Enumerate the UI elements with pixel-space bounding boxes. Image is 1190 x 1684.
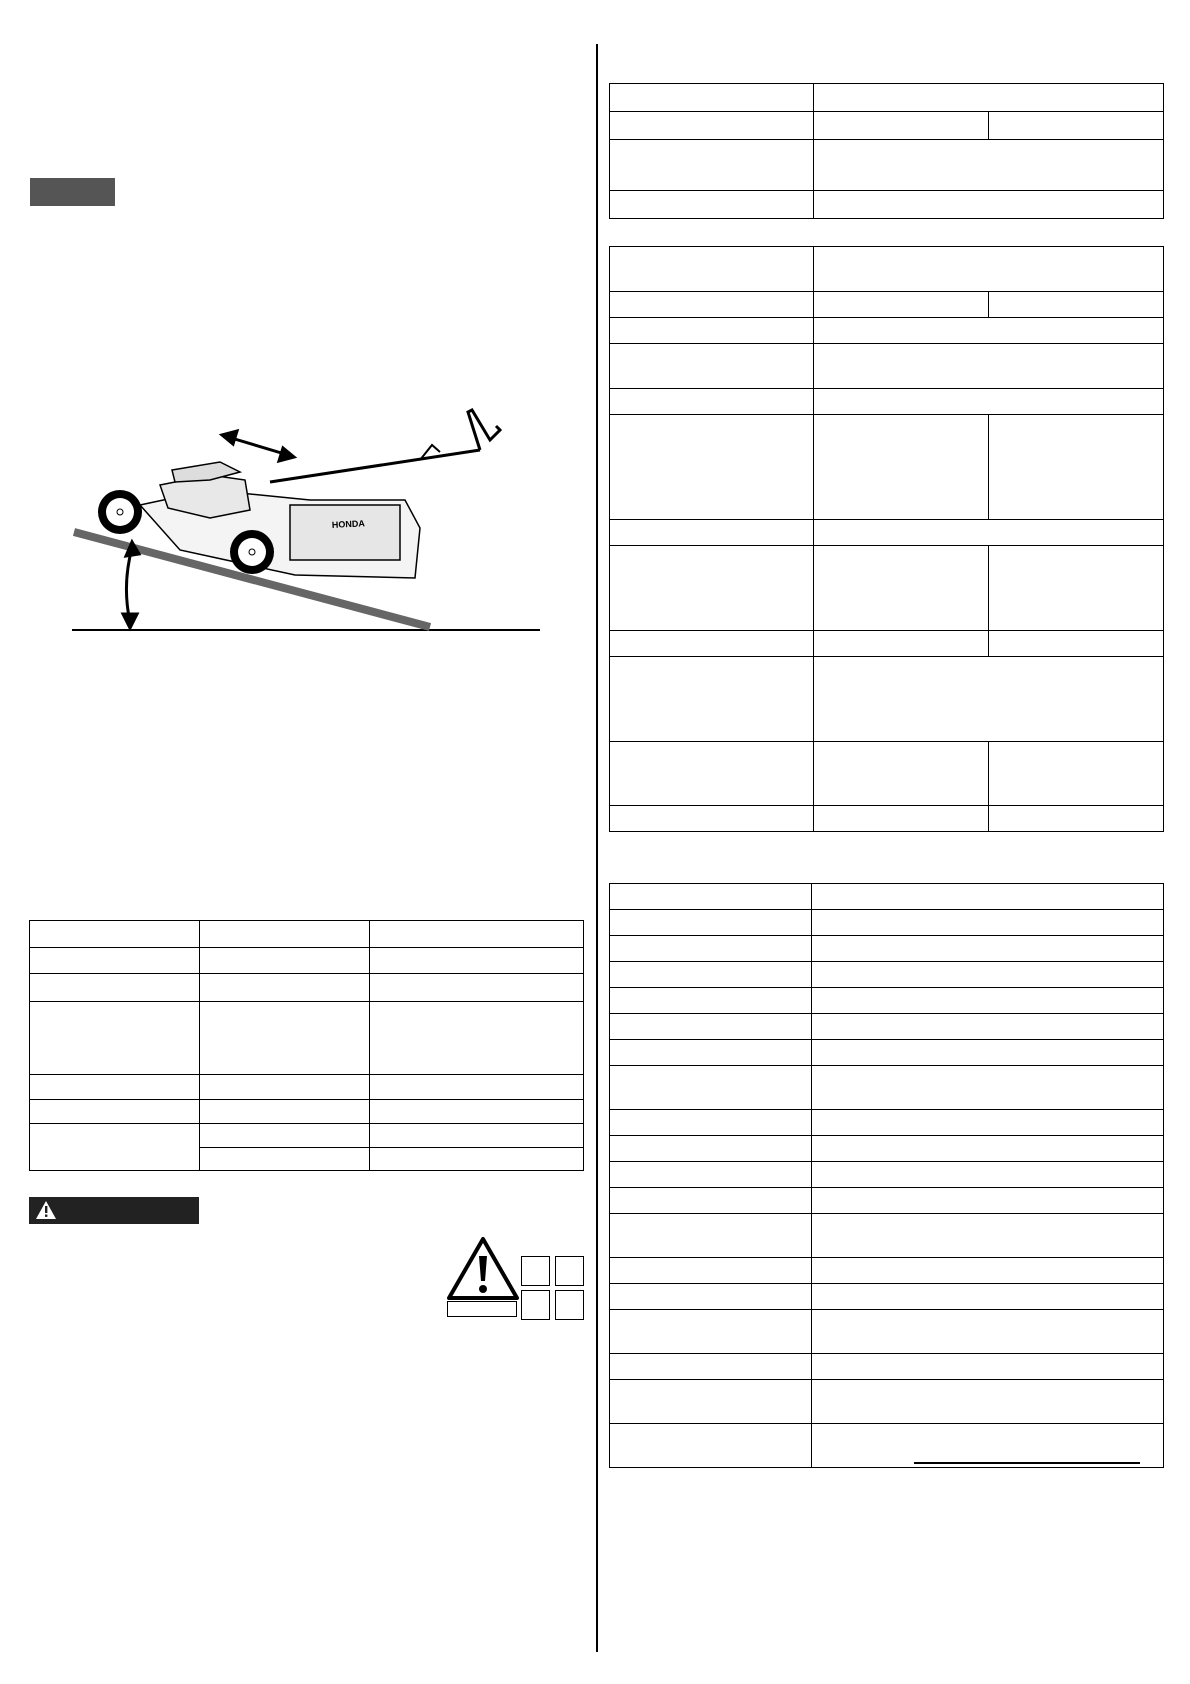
table-row <box>610 1066 1164 1110</box>
pictogram-box <box>521 1290 550 1320</box>
table-cell <box>30 921 200 948</box>
table-cell <box>814 84 1164 112</box>
rear-wheel <box>230 530 274 574</box>
table-cell <box>610 1310 812 1354</box>
table-cell <box>610 546 814 631</box>
table-cell <box>610 631 814 657</box>
table-cell <box>814 742 989 806</box>
table-row <box>610 1188 1164 1214</box>
table-cell <box>200 948 370 974</box>
table-cell <box>812 1354 1164 1380</box>
pictogram-box <box>521 1256 550 1286</box>
table-cell <box>610 191 814 219</box>
table-cell <box>814 806 989 832</box>
table-cell <box>989 806 1164 832</box>
table-cell <box>610 292 814 318</box>
table-row <box>30 1075 584 1100</box>
table-row <box>610 112 1164 140</box>
table-cell <box>610 247 814 292</box>
table-cell <box>610 988 812 1014</box>
table-cell <box>812 1040 1164 1066</box>
right-spec-table-3 <box>609 883 1164 1468</box>
table-cell <box>610 884 812 910</box>
table-row <box>610 1310 1164 1354</box>
table-cell <box>200 1124 370 1148</box>
table-cell <box>989 631 1164 657</box>
table-row <box>610 1258 1164 1284</box>
table-cell <box>200 921 370 948</box>
table-cell <box>814 140 1164 191</box>
table-cell <box>30 1002 200 1075</box>
table-cell <box>610 389 814 415</box>
lawn-mower <box>140 410 500 578</box>
table-cell <box>610 415 814 520</box>
table-row <box>30 1124 584 1148</box>
right-spec-table-1 <box>609 83 1164 219</box>
table-cell <box>200 1100 370 1124</box>
table-cell <box>814 415 989 520</box>
table-row <box>610 988 1164 1014</box>
table-cell <box>610 1188 812 1214</box>
table-cell <box>812 1136 1164 1162</box>
table-cell <box>370 974 584 1002</box>
table-cell <box>812 884 1164 910</box>
table-cell <box>30 948 200 974</box>
table-cell <box>610 140 814 191</box>
table-cell <box>814 112 989 140</box>
table-cell <box>610 84 814 112</box>
table-row <box>610 1136 1164 1162</box>
table-cell <box>610 1136 812 1162</box>
table-cell <box>200 1148 370 1171</box>
table-row <box>610 806 1164 832</box>
table-cell <box>610 344 814 389</box>
table-cell <box>812 1214 1164 1258</box>
table-cell <box>610 1354 812 1380</box>
table-row <box>610 520 1164 546</box>
double-arrow-horizontal <box>222 431 294 461</box>
table-cell <box>812 936 1164 962</box>
table-cell <box>989 742 1164 806</box>
table-cell <box>610 1284 812 1310</box>
table-row <box>610 1040 1164 1066</box>
table-cell <box>30 1100 200 1124</box>
table-cell <box>370 1148 584 1171</box>
right-spec-table-2 <box>609 246 1164 832</box>
table-row <box>610 1014 1164 1040</box>
table-cell <box>370 1075 584 1100</box>
table-cell <box>814 292 989 318</box>
table-row <box>610 191 1164 219</box>
table-cell <box>812 1284 1164 1310</box>
left-spec-table <box>29 920 584 1171</box>
double-arrow-vertical <box>123 542 139 628</box>
table-row <box>610 962 1164 988</box>
table-row <box>610 1284 1164 1310</box>
signature-line <box>914 1462 1140 1464</box>
table-row <box>610 389 1164 415</box>
table-row <box>610 546 1164 631</box>
pictogram-box <box>555 1256 584 1286</box>
table-row <box>30 1002 584 1075</box>
table-row <box>30 921 584 948</box>
table-row <box>610 742 1164 806</box>
table-row <box>610 910 1164 936</box>
table-cell <box>30 974 200 1002</box>
table-row <box>610 318 1164 344</box>
table-cell <box>370 948 584 974</box>
table-cell <box>812 910 1164 936</box>
table-cell <box>610 910 812 936</box>
table-cell <box>812 962 1164 988</box>
table-cell <box>812 1310 1164 1354</box>
table-cell <box>610 1258 812 1284</box>
table-row <box>30 948 584 974</box>
table-cell <box>200 1075 370 1100</box>
table-cell <box>370 921 584 948</box>
table-row <box>610 292 1164 318</box>
table-cell <box>610 1110 812 1136</box>
table-row <box>610 140 1164 191</box>
page-divider <box>596 44 598 1652</box>
table-cell <box>610 936 812 962</box>
table-cell <box>989 292 1164 318</box>
warning-triangle-icon <box>35 1200 57 1220</box>
table-row <box>610 344 1164 389</box>
table-cell <box>814 344 1164 389</box>
table-cell <box>200 974 370 1002</box>
table-row <box>610 1162 1164 1188</box>
table-cell <box>814 318 1164 344</box>
table-cell <box>989 415 1164 520</box>
table-cell <box>610 1380 812 1424</box>
table-cell <box>812 1110 1164 1136</box>
table-row <box>30 974 584 1002</box>
table-cell <box>812 1066 1164 1110</box>
table-row <box>610 657 1164 742</box>
table-row <box>610 415 1164 520</box>
table-row <box>610 247 1164 292</box>
table-cell <box>200 1002 370 1075</box>
table-cell <box>812 1014 1164 1040</box>
table-row <box>30 1100 584 1124</box>
table-cell <box>989 112 1164 140</box>
table-cell <box>812 988 1164 1014</box>
table-cell <box>610 1014 812 1040</box>
table-cell <box>814 247 1164 292</box>
warning-bar <box>29 1197 199 1224</box>
table-cell <box>610 657 814 742</box>
table-cell <box>610 1040 812 1066</box>
table-cell <box>812 1258 1164 1284</box>
table-cell <box>812 1188 1164 1214</box>
table-row <box>610 884 1164 910</box>
table-cell <box>30 1124 200 1171</box>
section-tag <box>30 178 115 206</box>
table-cell <box>610 1066 812 1110</box>
table-cell <box>610 1162 812 1188</box>
table-cell <box>814 657 1164 742</box>
table-cell <box>814 546 989 631</box>
table-cell <box>814 389 1164 415</box>
table-row <box>610 84 1164 112</box>
table-cell <box>610 806 814 832</box>
table-row <box>610 1380 1164 1424</box>
table-cell <box>610 318 814 344</box>
table-cell <box>812 1424 1164 1468</box>
table-row <box>610 936 1164 962</box>
table-cell <box>610 962 812 988</box>
table-row <box>610 1214 1164 1258</box>
table-row <box>610 1110 1164 1136</box>
table-cell <box>812 1162 1164 1188</box>
table-cell <box>814 520 1164 546</box>
table-cell <box>812 1380 1164 1424</box>
table-cell <box>610 520 814 546</box>
table-cell <box>610 1214 812 1258</box>
pictogram-box <box>555 1290 584 1320</box>
brand-logo-text: HONDA <box>331 518 366 530</box>
table-cell <box>814 191 1164 219</box>
table-cell <box>370 1002 584 1075</box>
table-cell <box>30 1075 200 1100</box>
front-wheel <box>98 490 142 534</box>
mower-slope-illustration <box>60 400 550 640</box>
table-cell <box>814 631 989 657</box>
table-cell <box>610 742 814 806</box>
table-row <box>610 1354 1164 1380</box>
table-cell <box>989 546 1164 631</box>
table-row <box>610 631 1164 657</box>
table-row <box>610 1424 1164 1468</box>
table-cell <box>610 112 814 140</box>
table-cell <box>610 1424 812 1468</box>
table-cell <box>370 1124 584 1148</box>
table-cell <box>370 1100 584 1124</box>
safety-sign-label <box>447 1301 517 1317</box>
